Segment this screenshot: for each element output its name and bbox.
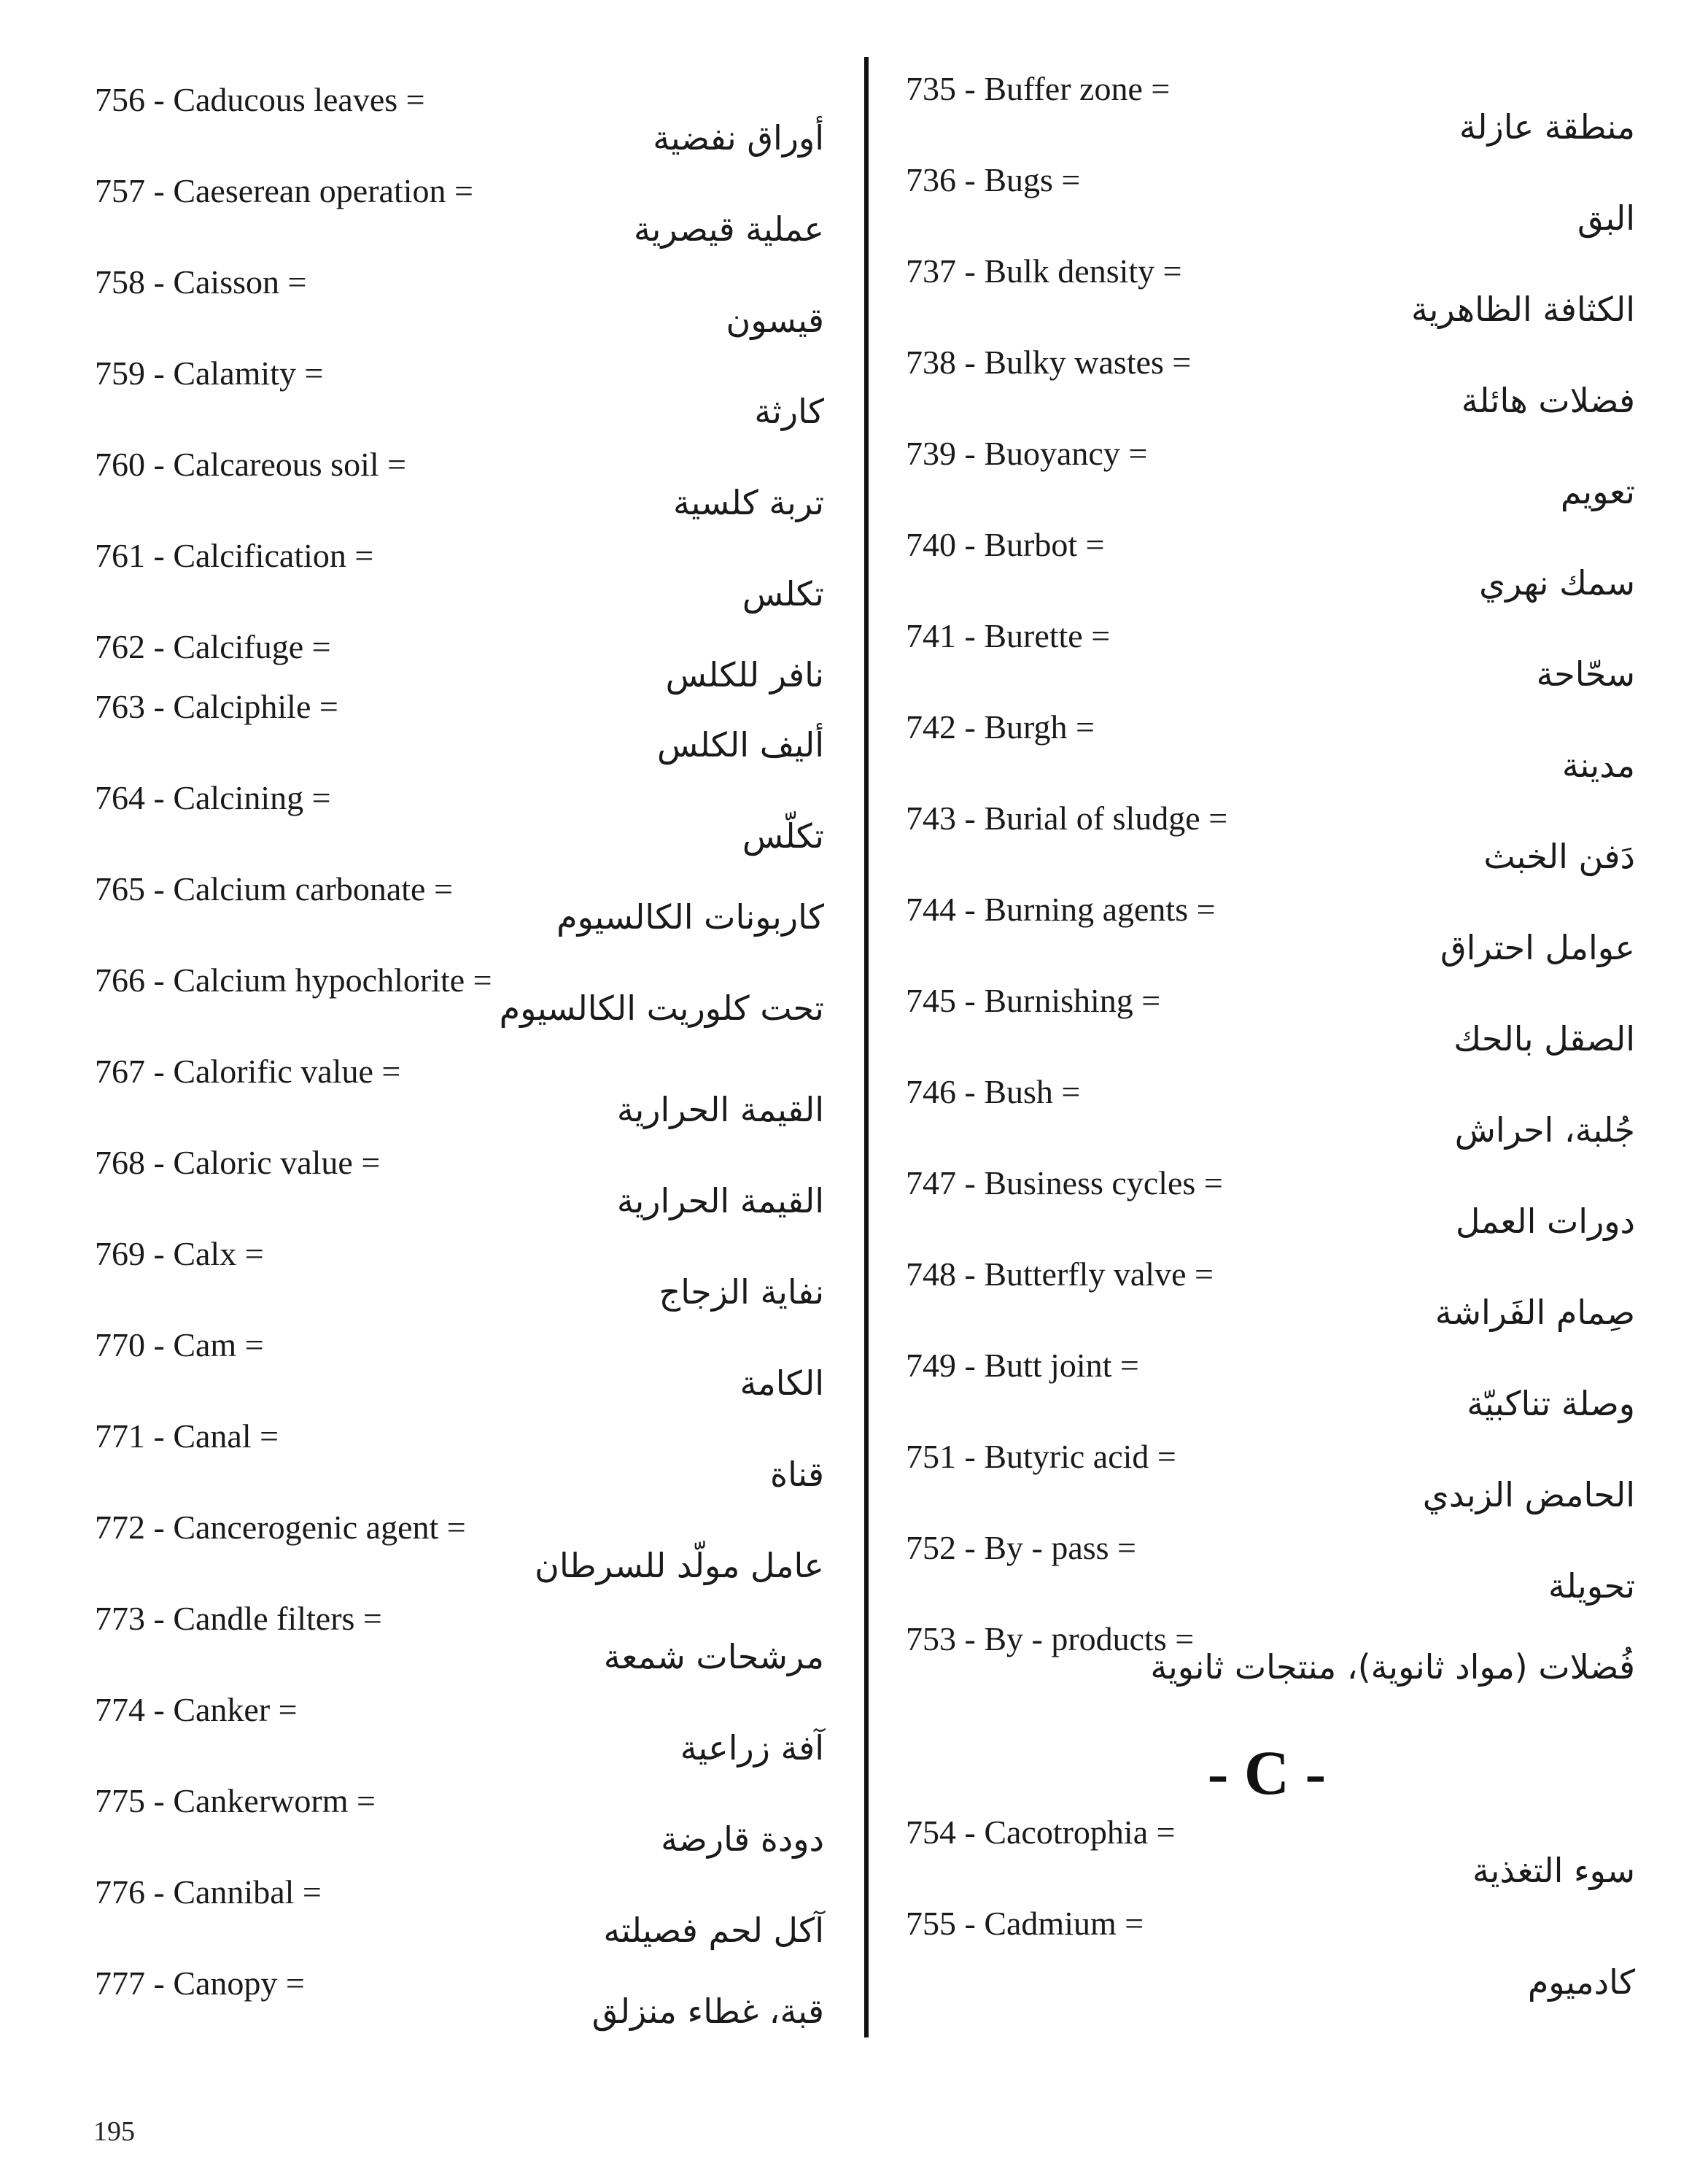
entry-translation: كارثة — [754, 392, 824, 431]
entry-term: 741 - Burette = — [906, 617, 1111, 654]
entry-749 — [898, 1346, 1635, 1433]
entry-translation: دَفن الخبث — [1483, 837, 1635, 876]
entry-751 — [898, 1437, 1635, 1525]
entry-translation: صِمام الفَراشة — [1435, 1293, 1635, 1332]
entry-translation: عملية قيصرية — [633, 209, 824, 249]
entry-translation: أليف الكلس — [657, 725, 824, 765]
entry-term: 744 - Burning agents = — [906, 891, 1216, 928]
entry-translation: عامل مولّد للسرطان — [535, 1546, 824, 1585]
entry-translation: تعويم — [1560, 472, 1635, 511]
entry-translation: الكثافة الظاهرية — [1410, 290, 1635, 329]
entry-term: 777 - Canopy = — [95, 1965, 305, 2002]
entry-769 — [88, 1234, 824, 1322]
entry-translation: وصلة تناكبيّة — [1467, 1384, 1635, 1423]
entry-term: 754 - Cacotrophia = — [906, 1814, 1176, 1851]
entry-746 — [898, 1072, 1635, 1160]
entry-term: 749 - Butt joint = — [906, 1347, 1139, 1384]
entry-term: 753 - By - products = — [906, 1620, 1195, 1657]
entry-translation: فضلات هائلة — [1461, 381, 1635, 420]
entry-translation: قبة، غطاء منزلق — [591, 1992, 824, 2031]
entry-774 — [88, 1690, 824, 1778]
entry-term: 747 - Business cycles = — [906, 1164, 1223, 1201]
entry-term: 761 - Calcification = — [95, 537, 374, 574]
entry-772 — [88, 1508, 824, 1595]
entry-754 — [898, 1813, 1635, 1900]
entry-translation: تكلس — [742, 574, 824, 614]
entry-term: 735 - Buffer zone = — [906, 70, 1171, 107]
entry-735 — [898, 69, 1635, 157]
entry-term: 738 - Bulky wastes = — [906, 344, 1192, 381]
entry-translation: سوء التغذية — [1472, 1851, 1635, 1890]
entry-758 — [88, 263, 824, 350]
entry-767 — [88, 1052, 824, 1139]
entry-term: 765 - Calcium carbonate = — [95, 870, 453, 907]
entry-translation: عوامل احتراق — [1440, 928, 1635, 967]
entry-747 — [898, 1164, 1635, 1251]
entry-translation: سحّاحة — [1536, 654, 1635, 694]
entry-term: 772 - Cancerogenic agent = — [95, 1509, 466, 1546]
entry-translation: دودة قارضة — [661, 1819, 824, 1859]
entry-translation: فُضلات (مواد ثانوية)، منتجات ثانوية — [1150, 1647, 1635, 1687]
entry-740 — [898, 525, 1635, 613]
entry-translation: قيسون — [726, 301, 824, 340]
entry-759 — [88, 354, 824, 441]
entry-translation: مدينة — [1561, 746, 1635, 785]
entry-752 — [898, 1528, 1635, 1616]
entry-translation: تحويلة — [1548, 1566, 1635, 1606]
entry-term: 745 - Burnishing = — [906, 982, 1161, 1019]
entry-translation: أوراق نفضية — [653, 118, 824, 158]
entry-translation: الكامة — [740, 1363, 824, 1403]
entry-term: 760 - Calcareous soil = — [95, 446, 407, 483]
entry-translation: كادميوم — [1527, 1962, 1635, 2002]
entry-777 — [88, 1964, 824, 2051]
entry-term: 770 - Cam = — [95, 1326, 264, 1363]
entry-translation: تربة كلسية — [673, 483, 824, 522]
entry-term: 739 - Buoyancy = — [906, 435, 1148, 472]
entry-term: 766 - Calcium hypochlorite = — [95, 961, 492, 999]
entry-term: 746 - Bush = — [906, 1073, 1081, 1110]
entry-translation: القيمة الحرارية — [616, 1090, 824, 1129]
column-divider — [864, 57, 869, 2037]
section-header-c: - C - — [1207, 1738, 1327, 1808]
entry-term: 767 - Calorific value = — [95, 1053, 401, 1090]
entry-term: 742 - Burgh = — [906, 708, 1095, 746]
entry-748 — [898, 1255, 1635, 1342]
entry-756 — [88, 80, 824, 168]
entry-translation: تحت كلوريت الكالسيوم — [499, 988, 824, 1028]
entry-translation: تكلّس — [742, 816, 824, 856]
entry-term: 740 - Burbot = — [906, 526, 1105, 563]
entry-term: 737 - Bulk density = — [906, 252, 1182, 290]
entry-translation: نافر للكلس — [665, 655, 824, 694]
entry-738 — [898, 343, 1635, 430]
entry-739 — [898, 434, 1635, 522]
entry-770 — [88, 1325, 824, 1413]
entry-743 — [898, 799, 1635, 886]
entry-translation: جُلبة، احراش — [1454, 1110, 1635, 1150]
entry-755 — [898, 1904, 1635, 2002]
entry-translation: مرشحات شمعة — [603, 1637, 824, 1676]
entry-741 — [898, 616, 1635, 704]
entry-translation: الصقل بالحك — [1453, 1019, 1635, 1058]
entry-translation: دورات العمل — [1455, 1201, 1635, 1241]
entry-765 — [88, 870, 824, 957]
entry-term: 764 - Calcining = — [95, 779, 331, 816]
entry-742 — [898, 708, 1635, 795]
entry-757 — [88, 171, 824, 259]
entry-term: 769 - Calx = — [95, 1235, 264, 1272]
entry-764 — [88, 778, 824, 866]
entry-term: 763 - Calciphile = — [95, 688, 338, 725]
entry-translation: القيمة الحرارية — [616, 1181, 824, 1220]
entry-translation: البق — [1577, 198, 1635, 238]
entry-term: 751 - Butyric acid = — [906, 1438, 1176, 1475]
entry-term: 757 - Caeserean operation = — [95, 172, 473, 209]
entry-term: 762 - Calcifuge = — [95, 628, 331, 665]
entry-translation: الحامض الزبدي — [1422, 1475, 1635, 1514]
entry-term: 758 - Caisson = — [95, 263, 307, 301]
entry-737 — [898, 252, 1635, 339]
entry-744 — [898, 890, 1635, 978]
entry-753 — [898, 1619, 1635, 1707]
entry-translation: قناة — [770, 1455, 824, 1494]
entry-736 — [898, 160, 1635, 248]
entry-766 — [88, 961, 824, 1048]
entry-term: 771 - Canal = — [95, 1417, 279, 1455]
entry-term: 752 - By - pass = — [906, 1529, 1136, 1566]
entry-763 — [88, 687, 824, 775]
entry-translation: آكل لحم فصيلته — [603, 1911, 824, 1950]
entry-term: 768 - Caloric value = — [95, 1144, 381, 1181]
entry-term: 776 - Cannibal = — [95, 1873, 322, 1911]
entry-term: 774 - Canker = — [95, 1691, 298, 1728]
page-number: 195 — [93, 2116, 135, 2147]
entry-776 — [88, 1873, 824, 1960]
entry-term: 756 - Caducous leaves = — [95, 81, 425, 118]
entry-term: 759 - Calamity = — [95, 355, 324, 392]
entry-term: 743 - Burial of sludge = — [906, 800, 1228, 837]
entry-term: 775 - Cankerworm = — [95, 1782, 376, 1819]
entry-768 — [88, 1143, 824, 1231]
entry-translation: سمك نهري — [1479, 563, 1635, 603]
entry-term: 736 - Bugs = — [906, 161, 1081, 198]
entry-translation: منطقة عازلة — [1459, 107, 1635, 147]
entry-771 — [88, 1417, 824, 1504]
entry-term: 748 - Butterfly valve = — [906, 1255, 1214, 1293]
entry-773 — [88, 1599, 824, 1687]
entry-translation: آفة زراعية — [680, 1728, 824, 1768]
entry-775 — [88, 1781, 824, 1869]
entry-745 — [898, 981, 1635, 1069]
entry-translation: نفاية الزجاج — [659, 1272, 824, 1312]
entry-term: 755 - Cadmium = — [906, 1905, 1144, 1942]
entry-term: 773 - Candle filters = — [95, 1600, 382, 1637]
entry-translation: كاربونات الكالسيوم — [556, 897, 824, 937]
entry-760 — [88, 445, 824, 533]
entry-761 — [88, 536, 824, 624]
